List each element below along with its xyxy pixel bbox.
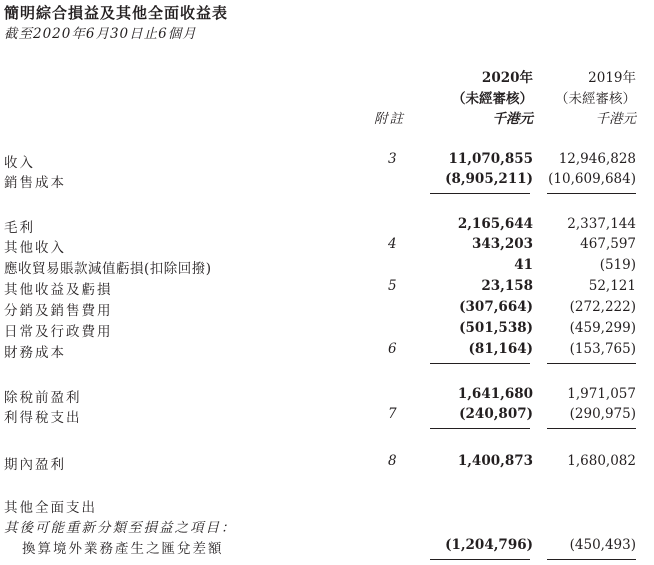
header-2020-status: （未經審核） — [452, 91, 533, 107]
table-row — [0, 171, 654, 191]
row-label: 其他收入 — [4, 240, 66, 256]
table-row — [0, 236, 654, 256]
row-value-2019: 1,971,057 — [567, 386, 636, 402]
row-label: 其他全面支出 — [4, 500, 97, 516]
table-row — [0, 257, 654, 277]
row-label: 應收貿易賬款減值虧損(扣除回撥) — [4, 261, 212, 277]
row-value-2020: (81,164) — [468, 341, 533, 357]
row-label: 收入 — [4, 155, 35, 171]
row-value-2020: (1,204,796) — [445, 537, 533, 553]
row-value-2020: 41 — [514, 257, 533, 273]
subtotal-rule-2019 — [547, 559, 636, 560]
row-value-2020: (240,807) — [459, 406, 533, 422]
subtotal-rule-2020 — [430, 193, 530, 194]
row-label: 毛利 — [4, 220, 35, 236]
row-note: 3 — [388, 151, 397, 167]
row-value-2020: 343,203 — [471, 236, 533, 252]
row-label: 除稅前盈利 — [4, 390, 82, 406]
row-label: 財務成本 — [4, 345, 66, 361]
row-label: 利得稅支出 — [4, 410, 82, 426]
section-subheading — [0, 516, 654, 536]
table-row — [0, 320, 654, 340]
header-2020-year: 2020年 — [481, 70, 533, 86]
header-2019-status: （未經審核） — [555, 91, 636, 107]
subtotal-rule-2019 — [547, 363, 636, 364]
row-label: 其後可能重新分類至損益之項目： — [4, 520, 237, 536]
subtotal-rule-2020 — [430, 428, 530, 429]
statement-period: 截至2020年6月30日止6個月 — [4, 26, 197, 42]
table-row — [0, 386, 654, 406]
table-row — [0, 278, 654, 298]
subtotal-rule-2020 — [430, 363, 530, 364]
row-label: 日常及行政費用 — [4, 324, 113, 340]
row-value-2020: 23,158 — [481, 278, 533, 294]
row-value-2020: 1,641,680 — [457, 386, 533, 402]
row-value-2019: (450,493) — [569, 537, 636, 553]
row-value-2020: 11,070,855 — [448, 151, 533, 167]
row-note: 7 — [388, 406, 397, 422]
row-value-2020: 1,400,873 — [457, 453, 533, 469]
row-value-2019: 2,337,144 — [567, 216, 636, 232]
row-value-2019: (10,609,684) — [548, 171, 636, 187]
row-value-2020: (8,905,211) — [445, 171, 533, 187]
row-value-2019: (459,299) — [569, 320, 636, 336]
table-row — [0, 341, 654, 361]
row-value-2019: (153,765) — [569, 341, 636, 357]
row-value-2019: 12,946,828 — [558, 151, 636, 167]
table-row — [0, 537, 654, 557]
row-value-2019: (290,975) — [569, 406, 636, 422]
header-2020-unit: 千港元 — [492, 111, 533, 127]
row-note: 5 — [388, 278, 397, 294]
row-note: 4 — [388, 236, 397, 252]
row-label: 換算境外業務產生之匯兌差額 — [22, 541, 224, 557]
header-note: 附註 — [374, 111, 405, 127]
row-value-2019: 1,680,082 — [567, 453, 636, 469]
statement-title: 簡明綜合損益及其他全面收益表 — [4, 4, 229, 22]
row-value-2019: (272,222) — [569, 299, 636, 315]
row-value-2019: (519) — [599, 257, 636, 273]
row-note: 6 — [388, 341, 397, 357]
row-value-2020: 2,165,644 — [457, 216, 533, 232]
table-row — [0, 406, 654, 426]
header-2019-unit: 千港元 — [595, 111, 636, 127]
row-value-2019: 52,121 — [588, 278, 636, 294]
row-value-2019: 467,597 — [580, 236, 636, 252]
table-row — [0, 453, 654, 473]
table-row — [0, 299, 654, 319]
row-label: 分銷及銷售費用 — [4, 303, 113, 319]
header-2019-year: 2019年 — [588, 70, 636, 86]
section-heading — [0, 496, 654, 516]
row-value-2020: (501,538) — [459, 320, 533, 336]
row-value-2020: (307,664) — [459, 299, 533, 315]
subtotal-rule-2020 — [430, 559, 530, 560]
subtotal-rule-2019 — [547, 193, 636, 194]
row-label: 銷售成本 — [4, 175, 66, 191]
table-row — [0, 216, 654, 236]
subtotal-rule-2019 — [547, 428, 636, 429]
table-row — [0, 151, 654, 171]
row-label: 期內盈利 — [4, 457, 66, 473]
row-note: 8 — [388, 453, 397, 469]
row-label: 其他收益及虧損 — [4, 282, 113, 298]
